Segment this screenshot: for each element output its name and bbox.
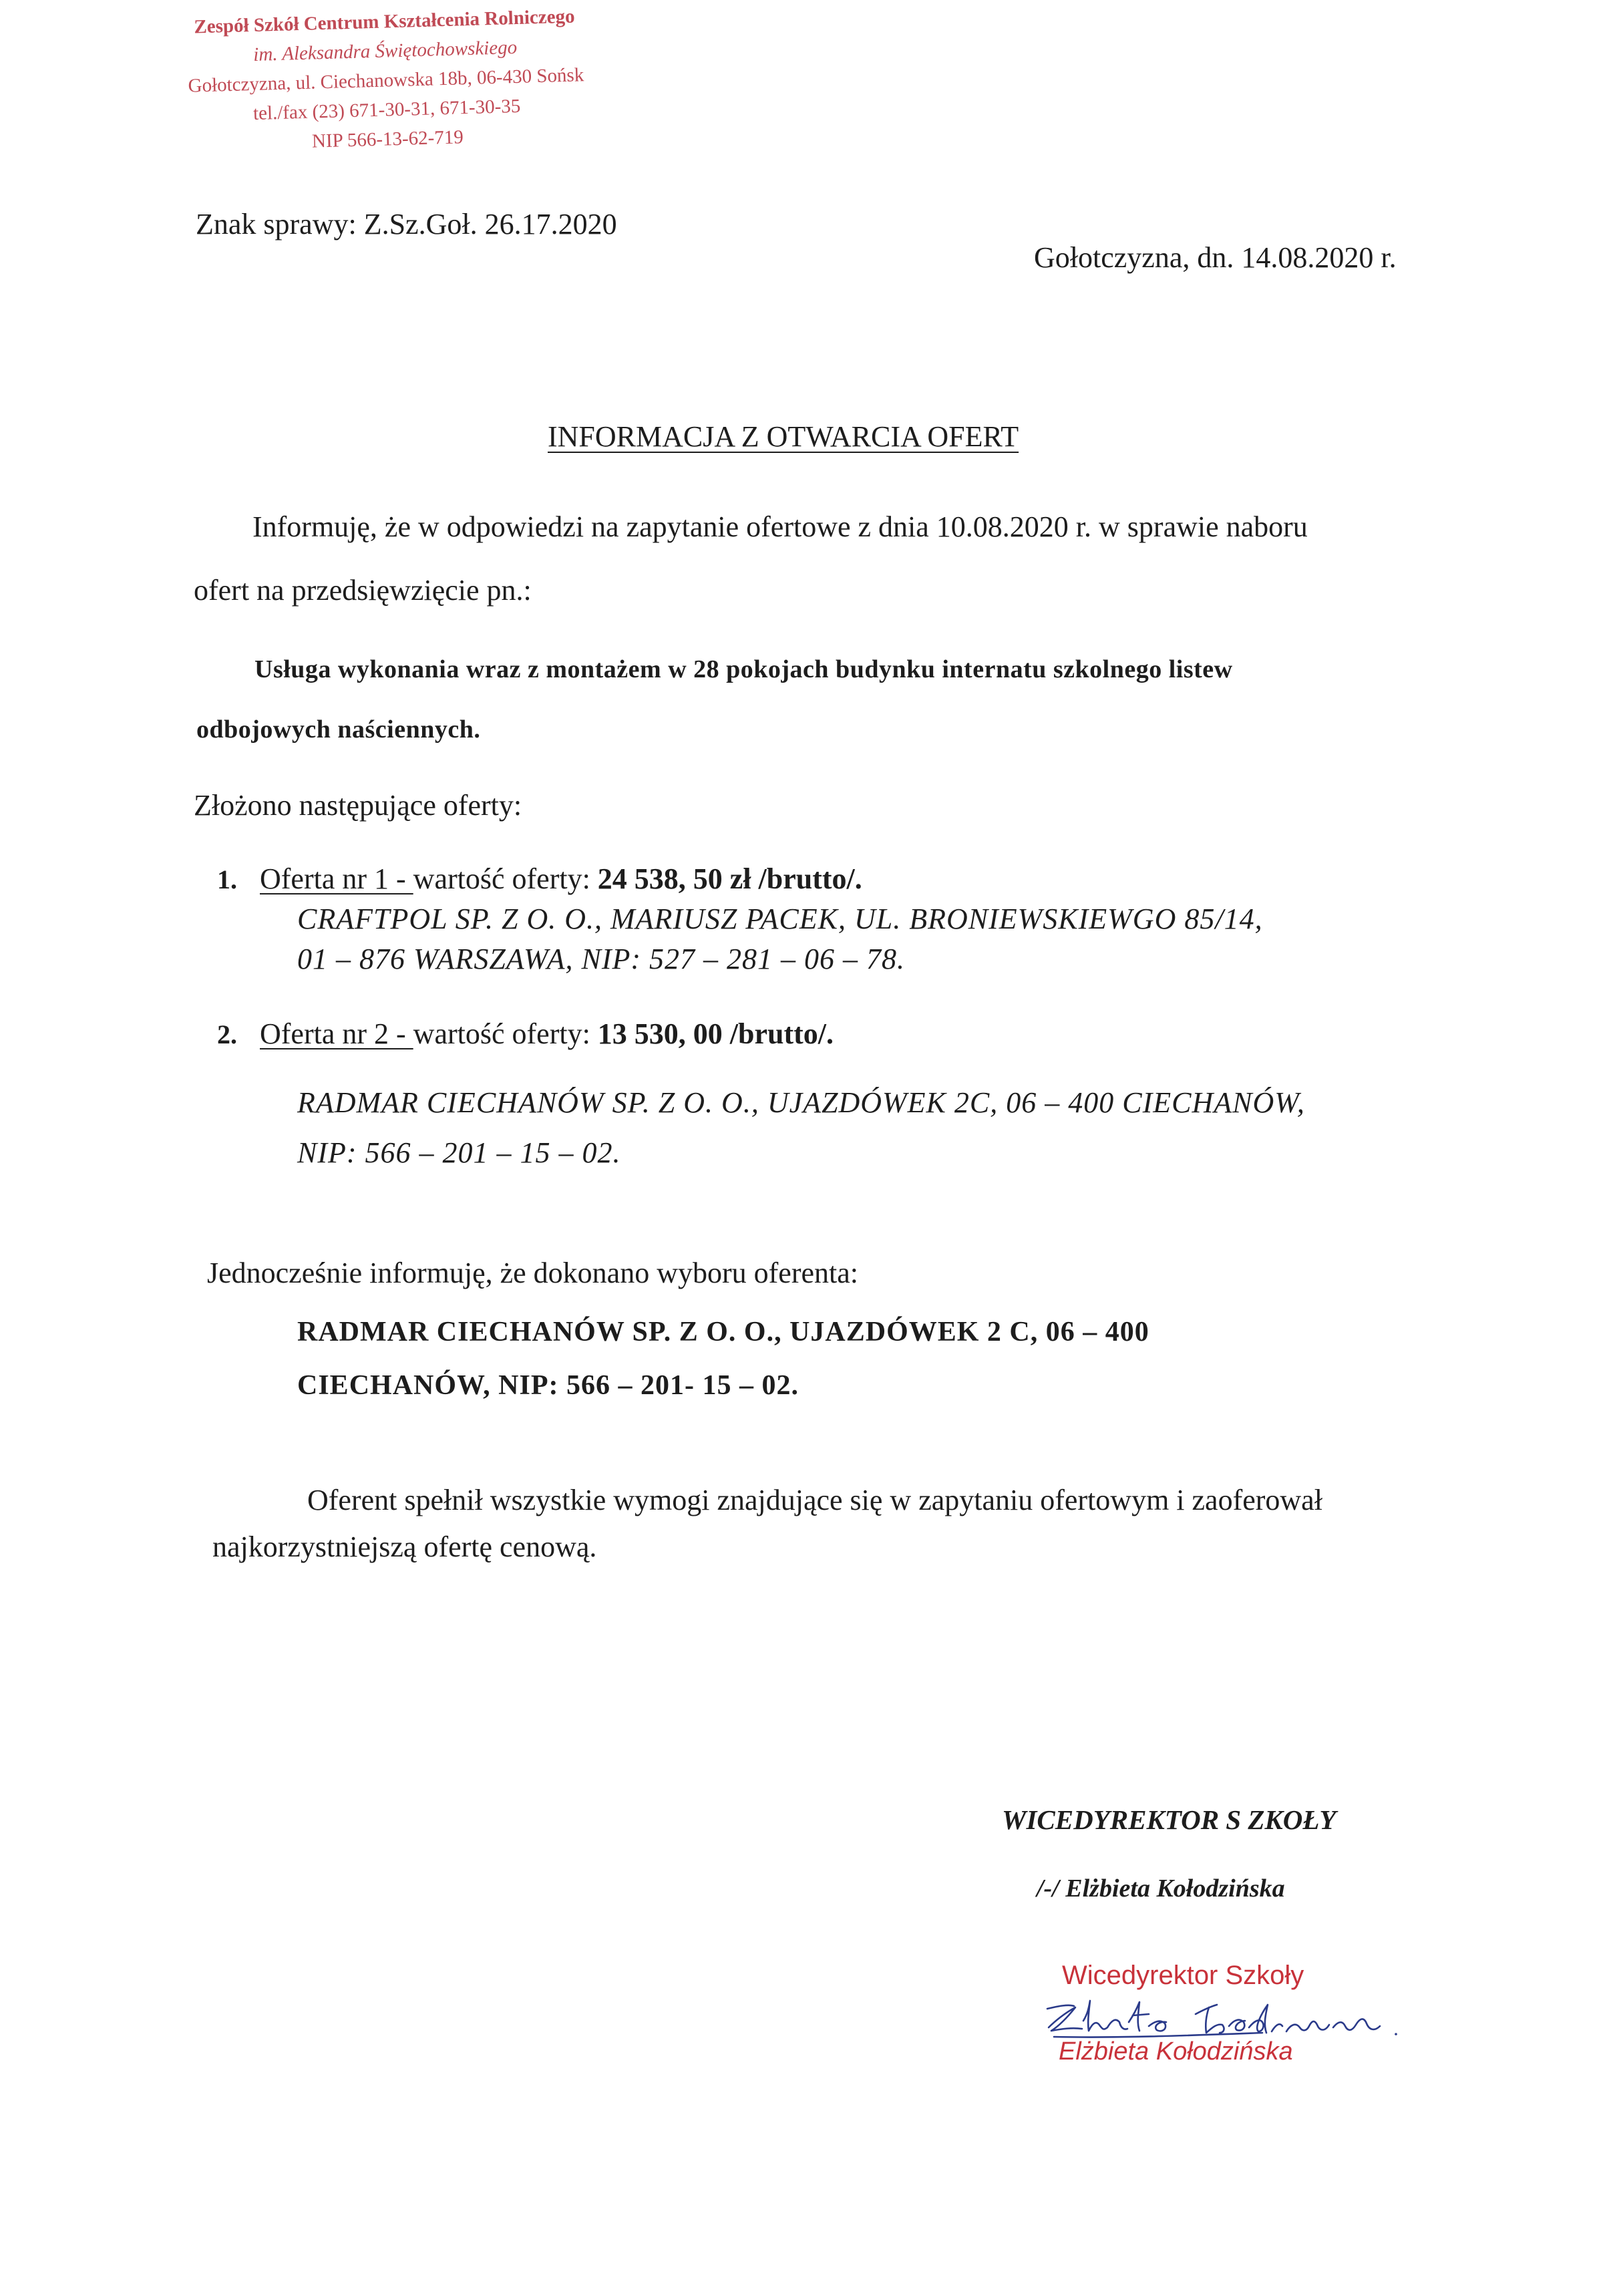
offer-company-line-1: RADMAR CIECHANÓW SP. Z O. O., UJAZDÓWEK 2C, 06 – 400 CIECHANÓW, [297,1086,1305,1119]
signatory-role: WICEDYREKTOR S ZKOŁY [1002,1804,1336,1835]
case-number: Znak sprawy: Z.Sz.Goł. 26.17.2020 [196,208,617,240]
handwritten-signature-text: Elżbieta Kołodzińska [1042,1994,1049,1995]
school-patron: im. Aleksandra Świętochowskiego [252,36,518,65]
selection-intro: Jednocześnie informuję, że dokonano wyboru oferenta: [207,1257,858,1289]
stamp-name: Elżbieta Kołodzińska [1059,2037,1293,2066]
handwritten-signature [1042,1994,1416,2044]
school-phone: tel./fax (23) 671-30-31, 671-30-35 [252,95,521,125]
subject-line-1: Usługa wykonania wraz z montażem w 28 pokojach budynku internatu szkolnego listew [254,655,1233,683]
offer-value: 24 538, 50 zł /brutto/. [597,862,862,895]
conclusion-line-2: najkorzystniejszą ofertę cenową. [212,1530,597,1563]
document-title: INFORMACJA Z OTWARCIA OFERT [548,420,1019,453]
offer-number: 2. [217,1019,237,1049]
offer-value: 13 530, 00 /brutto/. [597,1017,834,1050]
stamp-role: Wicedyrektor Szkoły [1062,1961,1304,1990]
offers-intro: Złożono następujące oferty: [194,789,522,822]
school-address: Gołotczyzna, ul. Ciechanowska 18b, 06-430 Sońsk [188,64,584,97]
school-name: Zespół Szkół Centrum Kształcenia Rolniczego [193,5,575,38]
letterhead-stamp [157,1,615,160]
offer-item [217,862,862,896]
place-date: Gołotczyzna, dn. 14.08.2020 r. [1034,241,1397,274]
offer-company-line-2: 01 – 876 WARSZAWA, NIP: 527 – 281 – 06 – 78. [297,943,906,975]
offer-number: 1. [217,864,237,894]
offer-company-line-1: CRAFTPOL SP. Z O. O., MARIUSZ PACEK, UL. BRONIEWSKIEWGO 85/14, [297,903,1263,935]
offer-label: Oferta nr 2 - [260,1017,413,1050]
offer-value-label: wartość oferty: [413,1017,598,1050]
school-nip: NIP 566-13-62-719 [311,126,464,152]
intro-line-2: ofert na przedsięwzięcie pn.: [194,574,532,607]
winner-line-2: CIECHANÓW, NIP: 566 – 201- 15 – 02. [297,1370,799,1401]
offer-value-label: wartość oferty: [413,862,598,895]
offer-item [217,1017,834,1051]
subject-line-2: odbojowych naściennych. [196,715,481,744]
winner-line-1: RADMAR CIECHANÓW SP. Z O. O., UJAZDÓWEK 2 C, 06 – 400 [297,1317,1149,1347]
offer-label: Oferta nr 1 - [260,862,413,895]
signatory-name: /-/ Elżbieta Kołodzińska [1037,1874,1285,1903]
intro-line-1: Informuję, że w odpowiedzi na zapytanie ofertowe z dnia 10.08.2020 r. w sprawie naboru [252,510,1308,543]
offer-company-line-2: NIP: 566 – 201 – 15 – 02. [297,1136,621,1169]
conclusion-line-1: Oferent spełnił wszystkie wymogi znajdujące się w zapytaniu ofertowym i zaoferował [307,1484,1322,1516]
